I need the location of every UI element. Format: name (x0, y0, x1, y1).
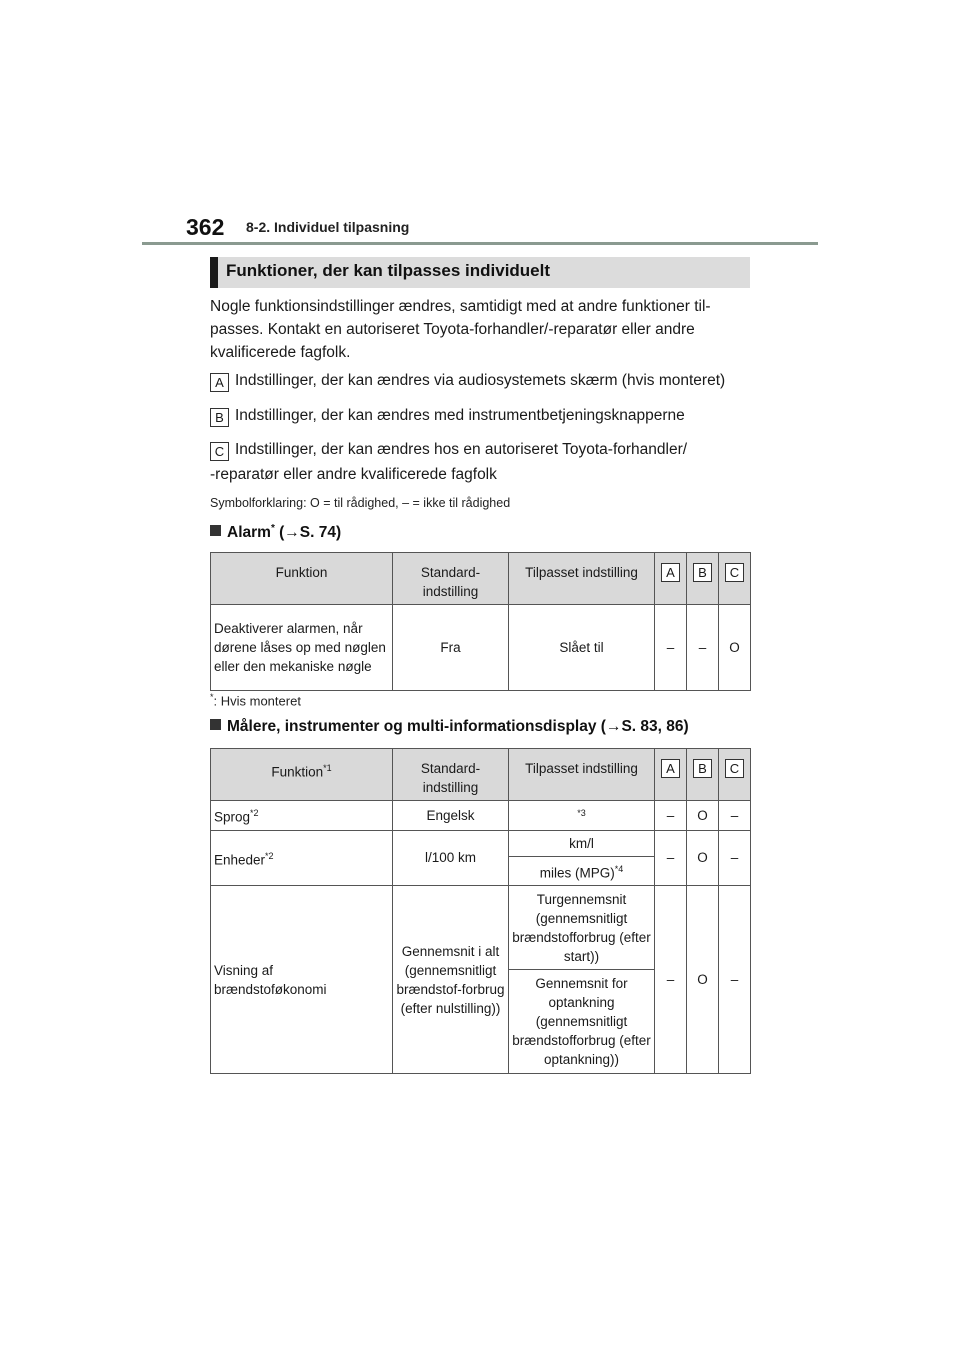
cell-funktion (211, 801, 393, 831)
cell-funktion-text: Sprog (214, 809, 251, 825)
cell-standard: Engelsk (393, 801, 509, 831)
cell-custom-1: km/l (509, 830, 655, 856)
header-c (719, 749, 751, 801)
alarm-table (210, 552, 751, 691)
footnote-text: : Hvis monteret (213, 693, 301, 709)
legend-a-text: Indstillinger, der kan ændres via audiosystemets skærm (hvis monteret) (235, 372, 726, 389)
cell-custom-1: Turgennemsnit (gennemsnitligt brændstofforbrug (efter start)) (509, 886, 655, 970)
legend-b (210, 407, 685, 427)
meters-table (210, 748, 751, 1074)
cell-funktion-sup: *2 (250, 808, 259, 818)
cell-funktion: Deaktiverer alarmen, når dørene låses op med nøglen eller den mekaniske nøgle (211, 605, 393, 691)
cell-b: O (687, 801, 719, 831)
cell-custom: Slået til (509, 605, 655, 691)
section-alarm-heading (210, 523, 341, 542)
cell-standard: l/100 km (393, 830, 509, 886)
cell-custom-sup: *3 (577, 808, 586, 818)
cell-a: – (655, 605, 687, 691)
header-funktion (211, 749, 393, 801)
header-b (687, 749, 719, 801)
letter-a-box: A (210, 373, 229, 392)
header-custom: Tilpasset indstilling (509, 749, 655, 801)
square-bullet-icon (210, 719, 221, 730)
footnote-mark: * (210, 692, 214, 702)
cell-standard: Fra (393, 605, 509, 691)
cell-custom-2-sup: *4 (614, 863, 624, 874)
header-standard: Standard-indstilling (393, 553, 509, 605)
intro-paragraph: Nogle funktionsindstillinger ændres, samtidigt med at andre funktioner til-passes. Kontakt en autoriseret Toyota-forhandler/-reparatør eller andre kvalificerede fagfolk. (210, 298, 711, 361)
header-a (655, 553, 687, 605)
letter-b-box: B (210, 408, 229, 427)
square-bullet-icon (210, 525, 221, 536)
cell-c: O (719, 605, 751, 691)
letter-a-box: A (661, 563, 680, 582)
section-alarm-ref: (→S. 74) (274, 524, 342, 542)
cell-custom-2-text: miles (MPG) (539, 865, 615, 880)
cell-a: – (655, 886, 687, 1074)
cell-c: – (719, 830, 751, 886)
cell-b: O (687, 830, 719, 886)
section-alarm-sup: * (270, 523, 275, 534)
legend-a (210, 372, 725, 392)
table-row-sprog (211, 801, 751, 831)
cell-funktion-text: Enheder (214, 852, 266, 867)
cell-c: – (719, 886, 751, 1074)
section-title: 8-2. Individuel tilpasning (246, 219, 410, 235)
header-funktion: Funktion (211, 553, 393, 605)
header-custom: Tilpasset indstilling (509, 553, 655, 605)
letter-b-box: B (693, 759, 712, 778)
header-standard: Standard-indstilling (393, 749, 509, 801)
header-funktion-text: Funktion (271, 764, 324, 780)
header-c (719, 553, 751, 605)
symbol-note: Symbolforklaring: O = til rådighed, – = ikke til rådighed (210, 496, 511, 510)
footnote (210, 692, 301, 708)
table-header-row (211, 749, 751, 801)
legend-c-text-continued: -reparatør eller andre kvalificerede fagfolk (210, 466, 497, 483)
table-header-row (211, 553, 751, 605)
header-b (687, 553, 719, 605)
legend-c-text: Indstillinger, der kan ændres hos en autoriseret Toyota-forhandler/ (235, 441, 688, 458)
letter-c-box: C (725, 759, 744, 778)
header-funktion-sup: *1 (323, 763, 332, 773)
cell-funktion (211, 830, 393, 886)
page-number: 362 (186, 214, 225, 240)
cell-custom-2 (509, 856, 655, 886)
cell-funktion: Visning af brændstoføkonomi (211, 886, 393, 1074)
header-a (655, 749, 687, 801)
letter-a-box: A (661, 759, 680, 778)
section-meters-heading (210, 718, 689, 736)
cell-a: – (655, 830, 687, 886)
cell-custom (509, 801, 655, 831)
cell-b: O (687, 886, 719, 1074)
table-row (211, 605, 751, 691)
banner-title: Funktioner, der kan tilpasses individuelt (226, 261, 551, 280)
letter-c-box: C (210, 442, 229, 461)
legend-b-text: Indstillinger, der kan ændres med instrumentbetjeningsknapperne (235, 407, 685, 424)
cell-custom-2: Gennemsnit for optankning (gennemsnitligt brændstofforbrug (efter optankning)) (509, 970, 655, 1074)
banner-accent-bar (210, 257, 218, 288)
table-row-enheder (211, 830, 751, 856)
letter-c-box: C (725, 563, 744, 582)
cell-c: – (719, 801, 751, 831)
section-alarm-title: Alarm (227, 524, 271, 542)
cell-b: – (687, 605, 719, 691)
letter-b-box: B (693, 563, 712, 582)
cell-funktion-sup: *2 (265, 850, 274, 861)
cell-standard: Gennemsnit i alt (gennemsnitligt brændstof-forbrug (efter nulstilling)) (393, 886, 509, 1074)
section-meters-ref: (→S. 83, 86) (596, 718, 689, 735)
topic-banner (210, 257, 750, 288)
legend-c (210, 441, 687, 461)
table-row-visning (211, 886, 751, 970)
section-meters-title: Målere, instrumenter og multi-informationsdisplay (227, 718, 597, 735)
cell-a: – (655, 801, 687, 831)
header-divider (142, 242, 818, 245)
